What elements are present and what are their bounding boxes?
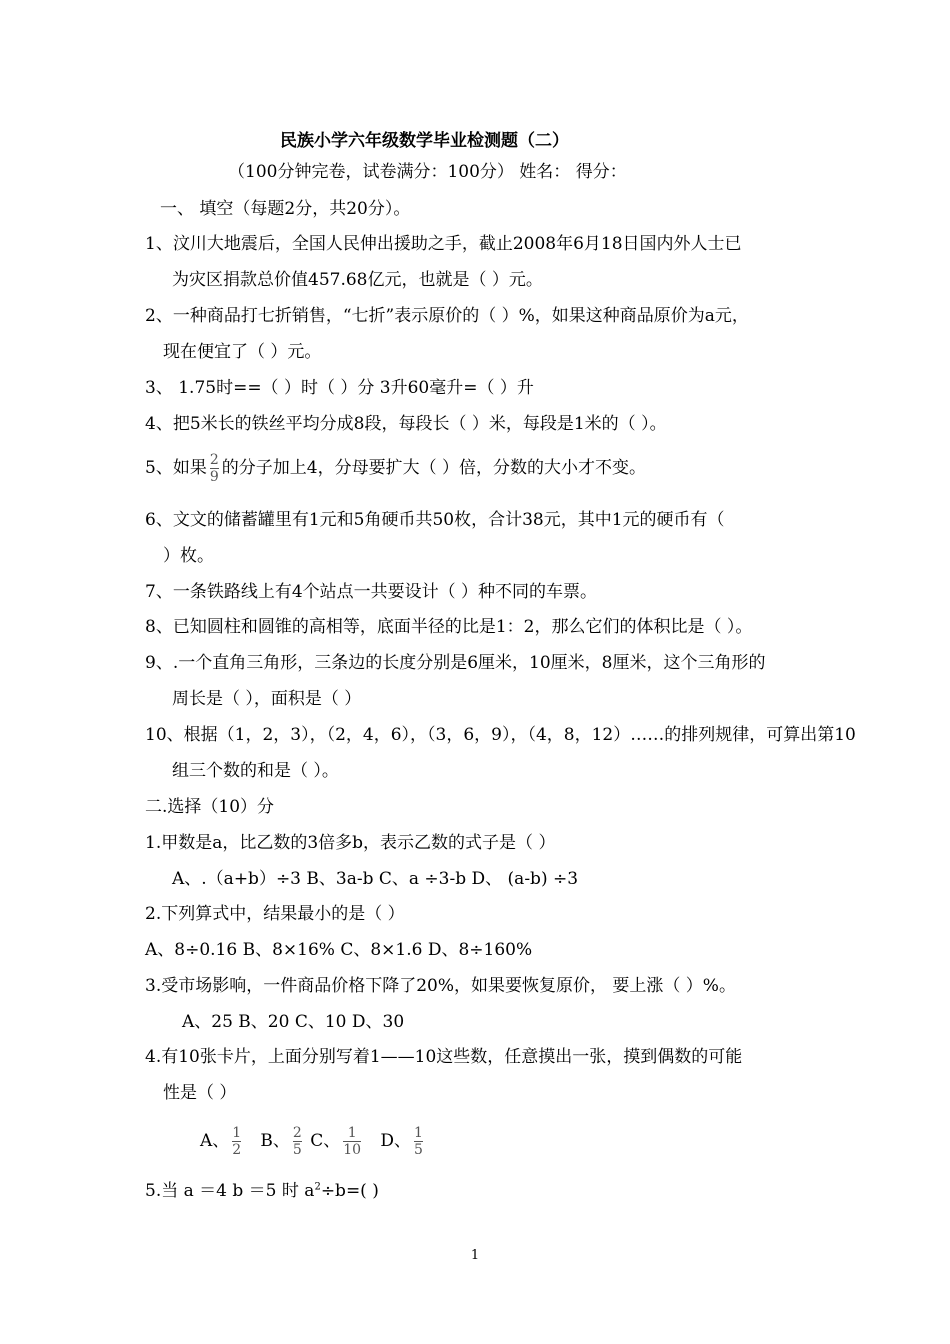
question-9-line2: 周长是（ ），面积是（ ） (172, 689, 362, 709)
fraction-numerator: 1 (347, 1125, 357, 1141)
option-d-label: D、 (380, 1131, 411, 1151)
choice-2: 2.下列算式中，结果最小的是（ ） (145, 904, 405, 924)
choice-3: 3.受市场影响，一件商品价格下降了20%，如果要恢复原价， 要上涨（ ）%。 (145, 976, 736, 996)
fraction-numerator: 1 (232, 1125, 242, 1141)
question-5 (145, 446, 646, 490)
question-2-line1: 2、一种商品打七折销售，“七折”表示原价的（ ）%，如果这种商品原价为a元， (145, 306, 749, 326)
fraction-denominator: 5 (413, 1142, 423, 1158)
choice-5-prefix: 5.当 a ＝4 b ＝5 时 a (145, 1181, 315, 1201)
question-3: 3、 1.75时==（ ）时（ ）分 3升60毫升=（ ）升 (145, 378, 534, 398)
question-9-line1: 9、.一个直角三角形，三条边的长度分别是6厘米，10厘米，8厘米，这个三角形的 (145, 653, 766, 673)
choice-3-options: A、25 B、20 C、10 D、30 (182, 1012, 405, 1032)
question-5-prefix: 5、如果 (145, 458, 207, 478)
choice-4-line1: 4.有10张卡片，上面分别写着1——10这些数，任意摸出一张，摸到偶数的可能 (145, 1047, 743, 1067)
fraction-denominator: 5 (292, 1142, 302, 1158)
fraction-numerator: 1 (413, 1125, 423, 1141)
fraction-option-a (232, 1125, 241, 1158)
page-number: 1 (470, 1248, 480, 1263)
exponent: 2 (314, 1181, 321, 1193)
option-c-label: C、 (310, 1131, 341, 1151)
exam-info: （100分钟完卷，试卷满分：100分） 姓名： 得分： (228, 162, 627, 182)
choice-1-options: A、.（a+b）÷3 B、3a-b C、a ÷3-b D、 (a-b) ÷3 (172, 869, 579, 889)
question-1-line2: 为灾区捐款总价值457.68亿元，也就是（ ）元。 (172, 270, 543, 290)
fraction-option-b (293, 1125, 302, 1158)
question-10-line1: 10、根据（1，2，3），（2，4，6），（3，6，9），（4，8，12）……的排列规律，可算出第10 (145, 725, 856, 745)
question-10-line2: 组三个数的和是（ ）。 (172, 761, 339, 781)
section1-heading: 一、 填空（每题2分，共20分）。 (160, 199, 411, 219)
option-a-label: A、 (200, 1131, 230, 1151)
question-8: 8、已知圆柱和圆锥的高相等，底面半径的比是1：2，那么它们的体积比是（ ）。 (145, 617, 753, 637)
question-7: 7、一条铁路线上有4个站点一共要设计（ ）种不同的车票。 (145, 582, 598, 602)
section2-heading: 二.选择（10）分 (145, 797, 275, 817)
choice-5 (145, 1180, 379, 1202)
fraction-numerator: 2 (292, 1125, 302, 1141)
fraction-option-c (343, 1125, 361, 1158)
fraction-denominator: 10 (343, 1142, 362, 1158)
question-6-line2: ）枚。 (163, 546, 214, 566)
question-6-line1: 6、文文的储蓄罐里有1元和5角硬币共50枚，合计38元，其中1元的硬币有（ (145, 510, 725, 530)
choice-2-options: A、8÷0.16 B、8×16% C、8×1.6 D、8÷160% (145, 940, 533, 960)
question-4: 4、把5米长的铁丝平均分成8段，每段长（ ）米，每段是1米的（ ）。 (145, 414, 667, 434)
question-5-suffix: 的分子加上4，分母要扩大（ ）倍，分数的大小才不变。 (221, 458, 646, 478)
page-title: 民族小学六年级数学毕业检测题（二） (280, 131, 569, 151)
fraction-two-ninths (210, 452, 219, 485)
fraction-option-d (414, 1125, 423, 1158)
fraction-denominator: 9 (209, 469, 219, 485)
choice-1: 1.甲数是a，比乙数的3倍多b，表示乙数的式子是（ ） (145, 833, 556, 853)
option-b-label: B、 (260, 1131, 290, 1151)
choice-5-suffix: ÷b=( ) (320, 1181, 379, 1201)
choice-4-options (200, 1118, 426, 1164)
question-2-line2: 现在便宜了（ ）元。 (163, 342, 322, 362)
choice-4-line2: 性是（ ） (163, 1083, 237, 1103)
fraction-denominator: 2 (232, 1142, 242, 1158)
fraction-numerator: 2 (209, 452, 219, 468)
question-1-line1: 1、汶川大地震后，全国人民伸出援助之手，截止2008年6月18日国内外人士已 (145, 234, 742, 254)
